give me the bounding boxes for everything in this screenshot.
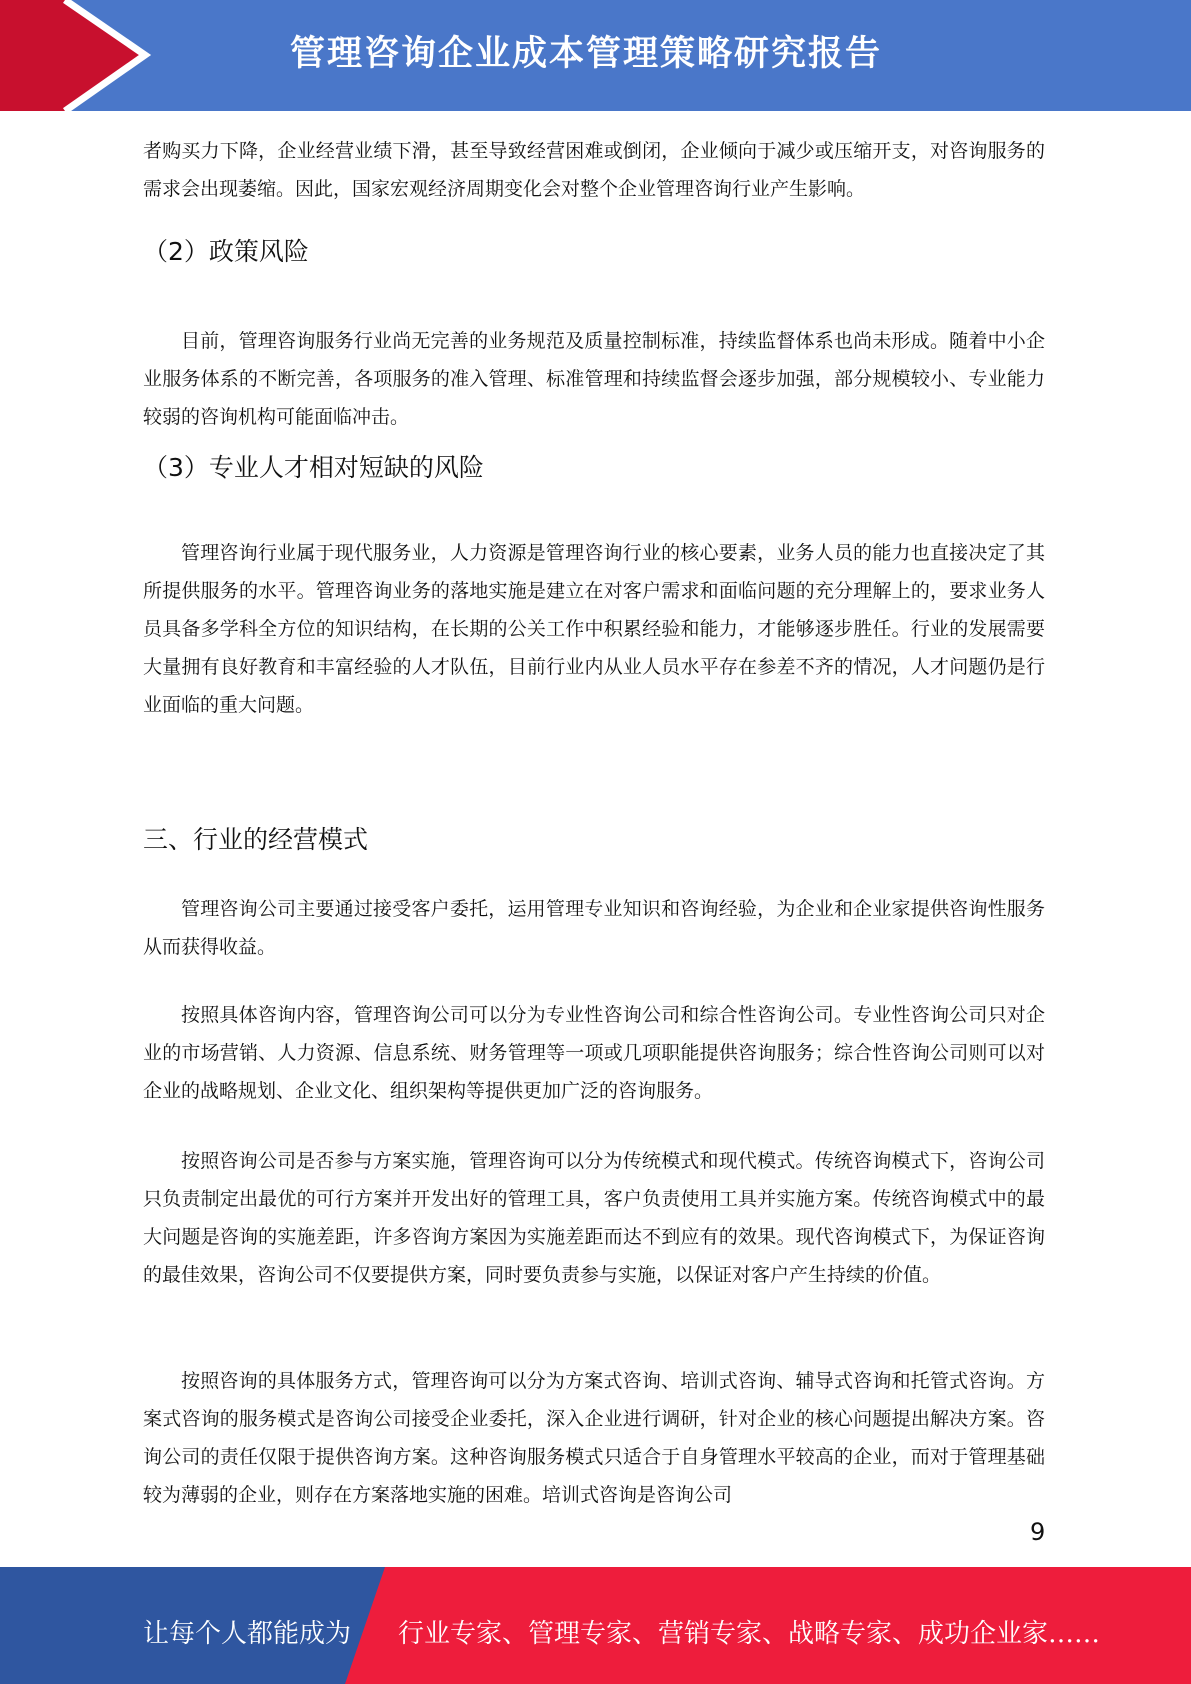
page-header bbox=[0, 0, 1191, 111]
body-paragraph: 按照咨询公司是否参与方案实施，管理咨询可以分为传统模式和现代模式。传统咨询模式下，咨询公司只负责制定出最优的可行方案并开发出好的管理工具，客户负责使用工具并实施方案。传统咨询模式中的最大问题是咨询的实施差距，许多咨询方案因为实施差距而达不到应有的效果。现代咨询模式下，为保证咨询的最佳效果，咨询公司不仅要提供方案，同时要负责参与实施，以保证对客户产生持续的价值。 bbox=[143, 1150, 1045, 1286]
body-paragraph: 者购买力下降，企业经营业绩下滑，甚至导致经营困难或倒闭，企业倾向于减少或压缩开支，对咨询服务的需求会出现萎缩。因此，国家宏观经济周期变化会对整个企业管理咨询行业产生影响。 bbox=[143, 140, 1045, 200]
body-paragraph: 按照具体咨询内容，管理咨询公司可以分为专业性咨询公司和综合性咨询公司。专业性咨询公司只对企业的市场营销、人力资源、信息系统、财务管理等一项或几项职能提供咨询服务；综合性咨询公司则可以对企业的战略规划、企业文化、组织架构等提供更加广泛的咨询服务。 bbox=[143, 1004, 1045, 1102]
page-number: 9 bbox=[1030, 1518, 1046, 1546]
footer-slogan-right: 行业专家、管理专家、营销专家、战略专家、成功企业家…… bbox=[398, 1619, 1101, 1649]
body-paragraph: 管理咨询公司主要通过接受客户委托，运用管理专业知识和咨询经验，为企业和企业家提供咨询性服务从而获得收益。 bbox=[143, 898, 1045, 958]
footer-slogan-left: 让每个人都能成为 bbox=[143, 1619, 352, 1649]
body-paragraph: 管理咨询行业属于现代服务业，人力资源是管理咨询行业的核心要素，业务人员的能力也直接决定了其所提供服务的水平。管理咨询业务的落地实施是建立在对客户需求和面临问题的充分理解上的，要求业务人员具备多学科全方位的知识结构，在长期的公关工作中积累经验和能力，才能够逐步胜任。行业的发展需要大量拥有良好教育和丰富经验的人才队伍，目前行业内从业人员水平存在参差不齐的情况，人才问题仍是行业面临的重大问题。 bbox=[143, 542, 1045, 716]
section-heading-business-model: 三、行业的经营模式 bbox=[143, 825, 369, 854]
report-title: 管理咨询企业成本管理策略研究报告 bbox=[290, 34, 883, 74]
page-footer bbox=[0, 1567, 1191, 1684]
subheading-talent-risk: （3）专业人才相对短缺的风险 bbox=[143, 453, 484, 482]
body-paragraph: 按照咨询的具体服务方式，管理咨询可以分为方案式咨询、培训式咨询、辅导式咨询和托管式咨询。方案式咨询的服务模式是咨询公司接受企业委托，深入企业进行调研，针对企业的核心问题提出解决方案。咨询公司的责任仅限于提供咨询方案。这种咨询服务模式只适合于自身管理水平较高的企业，而对于管理基础较为薄弱的企业，则存在方案落地实施的困难。培训式咨询是咨询公司 bbox=[143, 1370, 1045, 1506]
body-paragraph: 目前，管理咨询服务行业尚无完善的业务规范及质量控制标准，持续监督体系也尚未形成。随着中小企业服务体系的不断完善，各项服务的准入管理、标准管理和持续监督会逐步加强，部分规模较小、专业能力较弱的咨询机构可能面临冲击。 bbox=[143, 330, 1045, 428]
page-content bbox=[143, 132, 1045, 1514]
subheading-policy-risk: （2）政策风险 bbox=[143, 237, 309, 266]
